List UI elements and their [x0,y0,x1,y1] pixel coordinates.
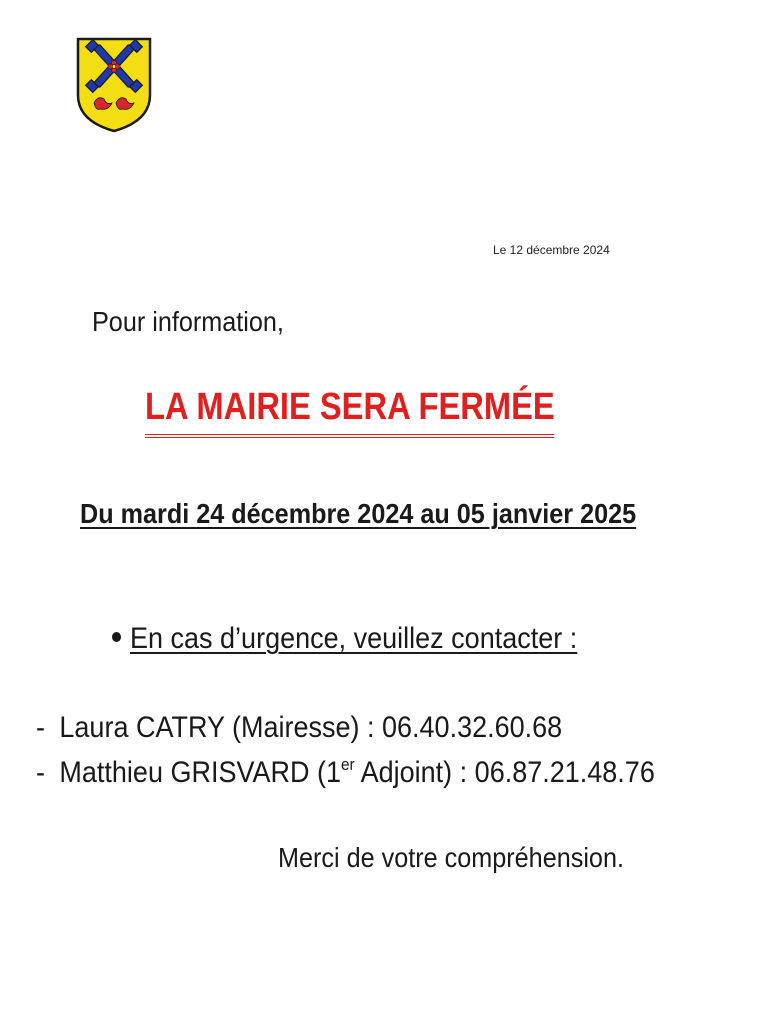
contact-deputy-text-end: Adjoint) : 06.87.21.48.76 [354,756,655,789]
closure-period: Du mardi 24 décembre 2024 au 05 janvier 2025 [80,498,637,529]
document-date: Le 12 décembre 2024 [493,243,610,257]
intro-text: Pour information, [92,306,284,337]
bullet-icon [112,632,121,642]
contact-item-mayor [36,705,655,750]
contact-item-deputy [36,750,655,795]
ordinal-suffix: er [341,755,355,774]
thanks-text: Merci de votre compréhension. [278,842,624,873]
urgency-line [112,622,577,656]
contact-mayor-text: Laura CATRY (Mairesse) : 06.40.32.60.68 [59,711,563,744]
list-dash: - [36,756,45,789]
list-dash: - [36,711,45,744]
contact-deputy-text-start: Matthieu GRISVARD (1 [59,756,342,789]
coat-of-arms-logo [76,37,152,133]
urgency-text: En cas d’urgence, veuillez contacter : [130,622,578,655]
contact-list [36,705,655,795]
closure-headline: LA MAIRIE SERA FERMÉE [145,388,555,438]
